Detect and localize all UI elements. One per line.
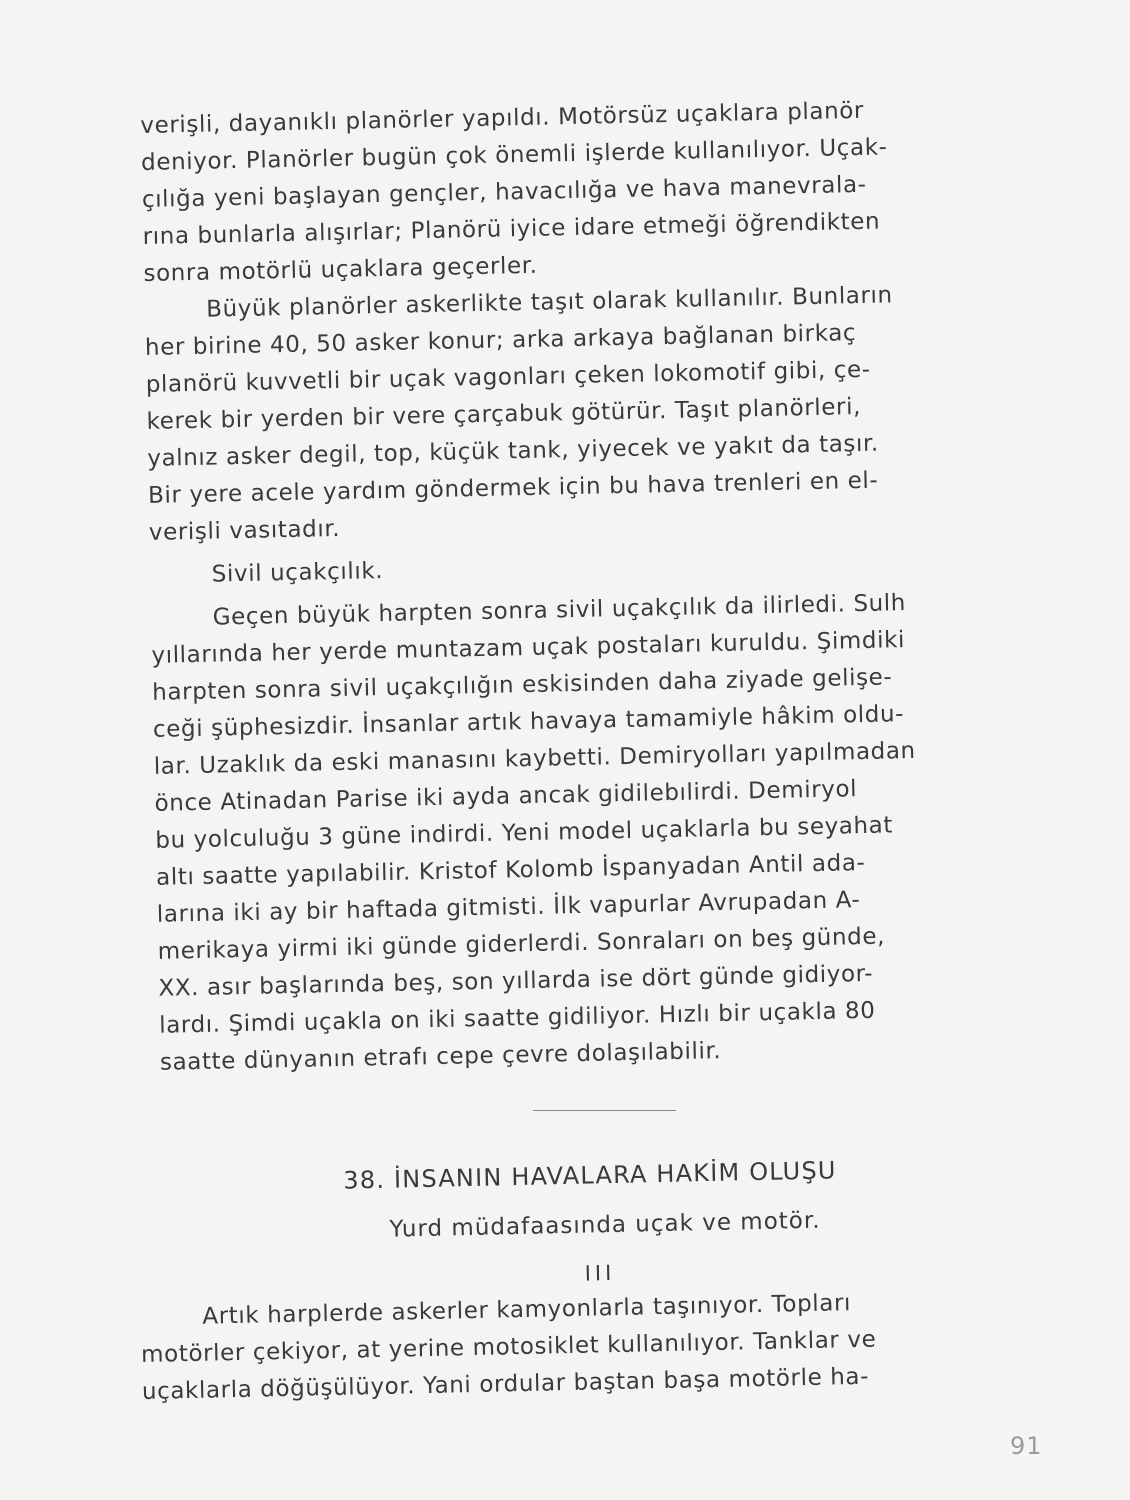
text-line: Sivil uçakçılık. <box>211 558 384 588</box>
text-line: deniyor. Planörler bugün çok önemli işlerde kullanılıyor. Uçak- <box>140 134 888 176</box>
text-line: harpten sonra sivil uçakçılığın eskisinden daha ziyade gelişe- <box>151 664 893 706</box>
text-line: lar. Uzaklık da eski manasını kaybetti. Demiryolları yapılmadan <box>153 737 916 780</box>
text-line: önce Atinadan Parise iki ayda ancak gidilebılirdi. Demiryol <box>154 776 858 817</box>
text-line: yıllarında her yerde muntazam uçak postaları kuruldu. Şimdiki <box>151 627 906 669</box>
text-line: motörler çekiyor, at yerine motosiklet kullanılıyor. Tanklar ve <box>140 1326 877 1368</box>
text-line: kerek bir yerden bir vere çarçabuk götürür. Taşıt planörleri, <box>146 393 862 435</box>
text-line: sonra motörlü uçaklara geçerler. <box>143 252 538 287</box>
text-line: rına bunlarla alışırlar; Planörü iyice idare etmeği öğrendikten <box>142 208 881 250</box>
chapter-subheading: Yurd müdafaasında uçak ve motör. <box>389 1207 821 1243</box>
text-line: altı saatte yapılabilir. Kristof Kolomb İspanyadan Antil ada- <box>155 849 866 891</box>
page-number: 91 <box>1010 1432 1043 1460</box>
body-text-bottom <box>140 1281 1042 1411</box>
part-numeral: III <box>584 1260 616 1286</box>
text-line: ceği şüphesizdir. İnsanlar artık havaya tamamiyle hâkim oldu- <box>152 701 905 743</box>
text-line: uçaklarla döğüşülüyor. Yani ordular baştan başa motörle ha- <box>141 1363 870 1405</box>
text-line: saatte dünyanın etrafı cepe çevre dolaşılabilir. <box>159 1038 722 1076</box>
section-divider <box>533 1110 676 1111</box>
text-line: Büyük planörler askerlikte taşıt olarak kullanılır. Bunların <box>205 282 893 323</box>
text-line: Bir yere acele yardım göndermek için bu hava trenleri en el- <box>147 467 879 509</box>
text-line: planörü kuvvetli bir uçak vagonları çeken lokomotif gibi, çe- <box>145 356 871 398</box>
body-text-top <box>140 89 1060 1082</box>
text-line: lardı. Şimdi uçakla on iki saatte gidiliyor. Hızlı bir uçakla 80 <box>158 997 876 1039</box>
text-line: yalnız asker degil, top, küçük tank, yiyecek ve yakıt da taşır. <box>147 430 880 472</box>
text-line: XX. asır başlarında beş, son yıllarda ise dört günde gidiyor- <box>158 960 874 1002</box>
text-line: çılığa yeni başlayan gençler, havacılığa ve hava manevrala- <box>141 171 867 213</box>
text-line: Artık harplerde askerler kamyonlarla taşınıyor. Topları <box>202 1290 852 1330</box>
text-line: her birine 40, 50 asker konur; arka arkaya bağlanan birkaç <box>144 320 857 361</box>
text-line: Geçen büyük harpten sonra sivil uçakçılık da ilirledi. Sulh <box>212 590 907 631</box>
text-line: verişli vasıtadır. <box>148 515 341 546</box>
text-line: merikaya yirmi iki günde giderlerdi. Sonraları on beş günde, <box>157 923 886 965</box>
chapter-heading: 38. İNSANIN HAVALARA HAKİM OLUŞU <box>343 1156 837 1195</box>
text-line: verişli, dayanıklı planörler yapıldı. Motörsüz uçaklara planör <box>140 97 865 139</box>
text-line: bu yolculuğu 3 güne indirdi. Yeni model uçaklarla bu seyahat <box>155 812 894 854</box>
text-line: larına iki ay bir haftada gitmisti. İlk vapurlar Avrupadan A- <box>156 887 861 928</box>
